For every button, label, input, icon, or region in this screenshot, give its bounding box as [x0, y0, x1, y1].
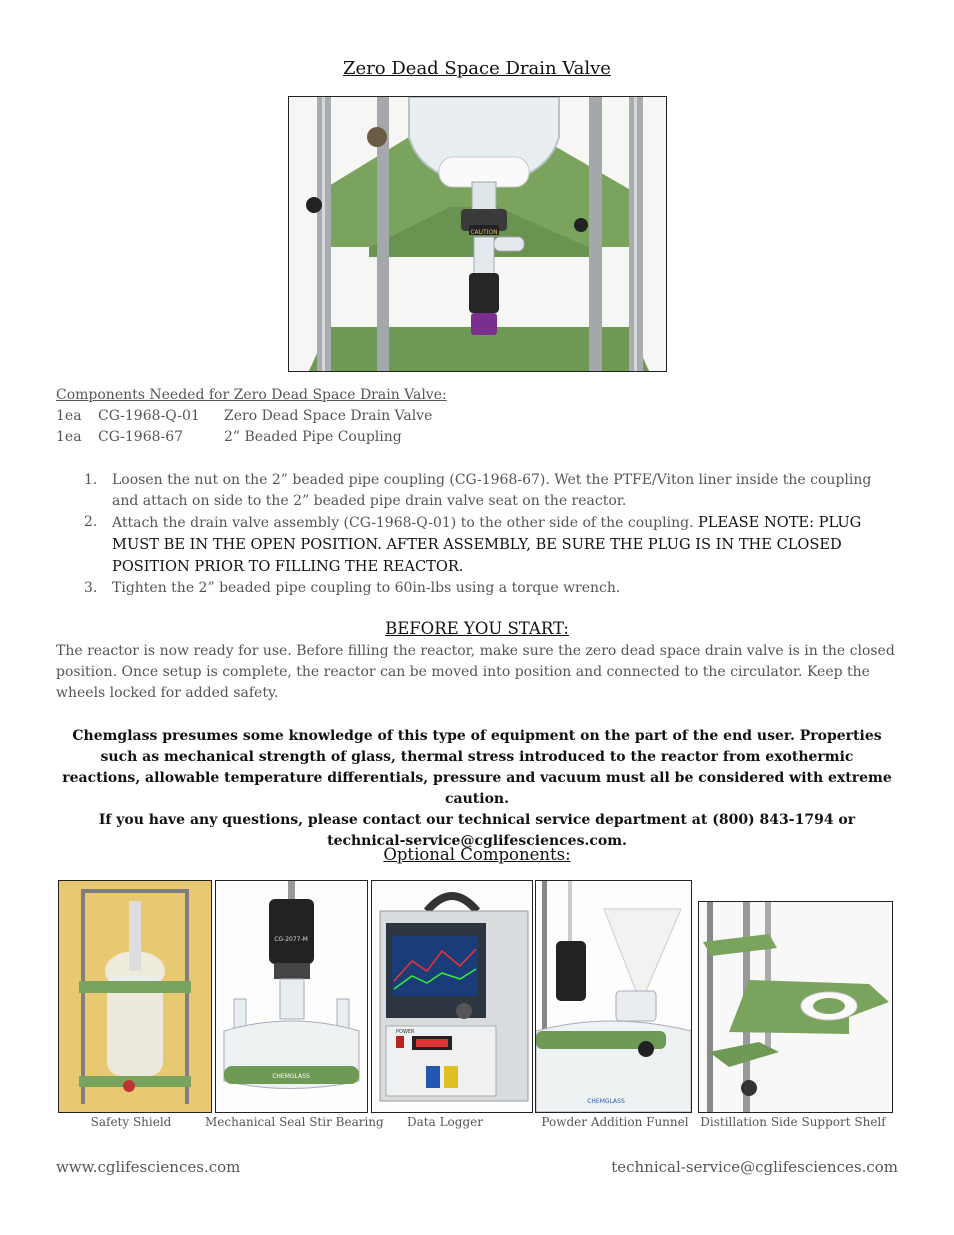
before-start-heading: BEFORE YOU START:	[385, 619, 569, 638]
caption-powder-funnel: Powder Addition Funnel	[541, 1115, 689, 1129]
contact-text: If you have any questions, please contact our technical service department at (800) 843-1794 or technical-service@cglifesciences.com.	[98, 812, 856, 849]
step-number: 1.	[84, 472, 98, 488]
caption-stir-bearing: Mechanical Seal Stir Bearing	[205, 1115, 384, 1129]
step-note: PLEASE NOTE: PLUG MUST BE IN THE OPEN POSITION. AFTER ASSEMBLY, BE SURE THE PLUG IS IN THE CLOSED POSITION PRIOR TO FILLING THE REACTOR.	[112, 514, 862, 575]
step-number: 3.	[84, 580, 98, 596]
footer-website-link[interactable]: www.cglifesciences.com	[56, 1158, 241, 1176]
component-row	[56, 429, 456, 449]
step-number: 2.	[84, 514, 98, 530]
step-item	[56, 578, 896, 599]
warning-block	[60, 726, 894, 852]
caption-support-shelf: Distillation Side Support Shelf	[700, 1115, 886, 1129]
component-part: CG-1968-67	[98, 429, 184, 445]
caption-data-logger: Data Logger	[407, 1115, 483, 1129]
step-text: Attach the drain valve assembly (CG-1968-Q-01) to the other side of the coupling.	[112, 515, 698, 531]
step-item	[56, 512, 896, 578]
stir-bearing-photo	[215, 880, 368, 1113]
step-text: Tighten the 2” beaded pipe coupling to 60in-lbs using a torque wrench.	[112, 580, 621, 596]
footer-email-link[interactable]: technical-service@cglifesciences.com	[611, 1158, 898, 1176]
power-label: POWER	[396, 1029, 415, 1035]
component-desc: Zero Dead Space Drain Valve	[224, 408, 433, 424]
components-heading: Components Needed for Zero Dead Space Drain Valve:	[56, 387, 447, 403]
component-part: CG-1968-Q-01	[98, 408, 200, 424]
component-qty: 1ea	[56, 408, 82, 424]
bearing-part-label: CG-2077-M	[274, 936, 308, 943]
chemglass-band-label: CHEMGLASS	[272, 1073, 310, 1080]
data-logger-photo	[371, 880, 533, 1113]
step-text: Loosen the nut on the 2” beaded pipe coupling (CG-1968-67). Wet the PTFE/Viton liner inside the coupling and attach on side to the 2” beaded pipe drain valve seat on the reactor.	[112, 472, 872, 509]
chemglass-logo-text: CHEMGLASS	[587, 1098, 625, 1105]
before-start-text: The reactor is now ready for use. Before filling the reactor, make sure the zero dead space drain valve is in the closed position. Once setup is complete, the reactor can be moved into position and connected to the circulator. Keep the wheels locked for added safety.	[56, 643, 895, 701]
instruction-steps	[56, 470, 896, 599]
support-shelf-photo	[698, 901, 893, 1113]
optional-heading: Optional Components:	[383, 845, 571, 864]
drain-valve-photo	[288, 96, 667, 372]
page-title: Zero Dead Space Drain Valve	[343, 58, 611, 79]
powder-funnel-photo	[535, 880, 692, 1113]
component-qty: 1ea	[56, 429, 82, 445]
caption-safety-shield: Safety Shield	[90, 1115, 172, 1129]
component-row	[56, 408, 456, 428]
step-item	[56, 470, 896, 512]
warning-text: Chemglass presumes some knowledge of this type of equipment on the part of the end user. Properties such as mechanical strength of glass, thermal stress introduced to the reactor from exothermic reactions, allowable temperature differentials, pressure and vacuum must all be considered with extreme caution.	[62, 728, 892, 807]
caution-label: CAUTION	[470, 229, 498, 236]
component-desc: 2” Beaded Pipe Coupling	[224, 429, 402, 445]
safety-shield-photo	[58, 880, 212, 1113]
